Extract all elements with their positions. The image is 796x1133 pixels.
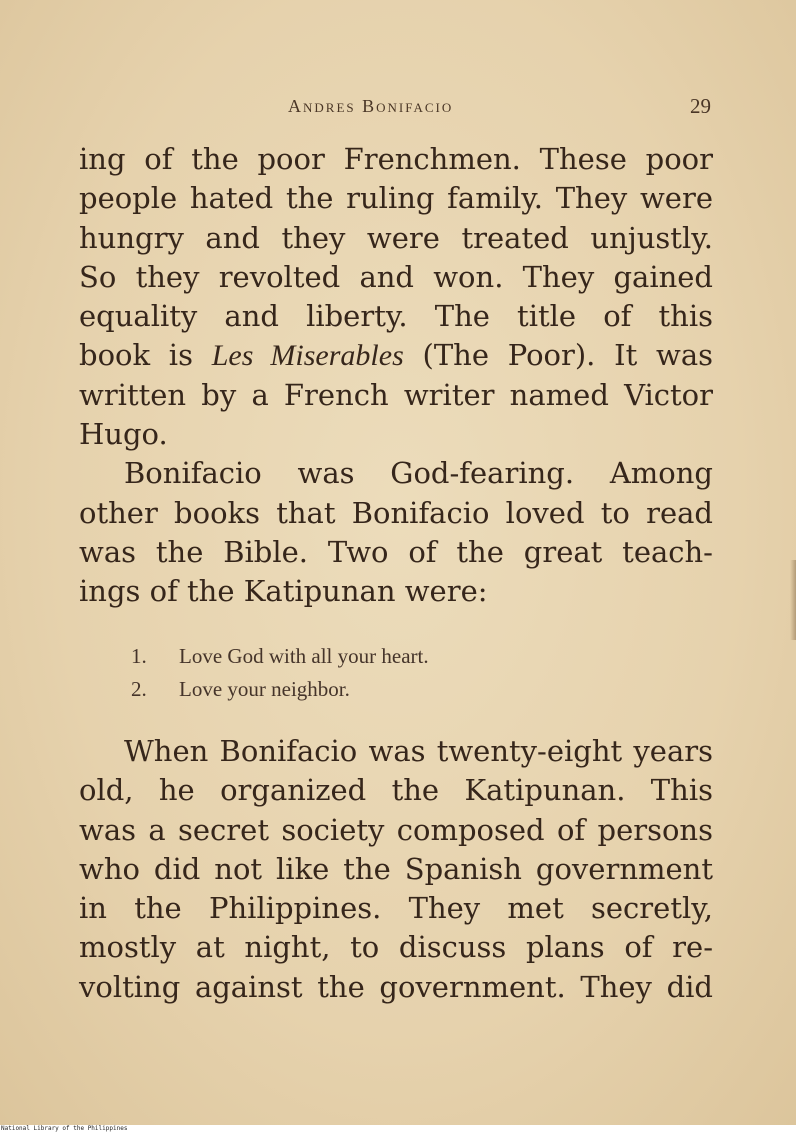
- text-line-with-title: [79, 336, 713, 375]
- text-line: mostly at night, to discuss plans of re-: [79, 930, 713, 965]
- running-title: Andres Bonifacio: [288, 96, 454, 116]
- text-line: equality and liberty. The title of this: [79, 299, 713, 334]
- text-segment: book is: [79, 338, 212, 373]
- page-header: [0, 96, 796, 120]
- text-line: in the Philippines. They met secretly,: [79, 891, 713, 926]
- text-line: [79, 454, 713, 493]
- book-title-italic: Les Miserables: [211, 339, 404, 373]
- list-item: [131, 640, 429, 673]
- paragraph-1: [79, 140, 713, 612]
- list-number: 1.: [131, 644, 147, 668]
- text-line: people hated the ruling family. They were: [79, 181, 713, 216]
- list-text: Love God with all your heart.: [179, 644, 429, 668]
- text-line: volting against the government. They did: [79, 969, 713, 1004]
- teachings-list: [131, 640, 429, 706]
- text-line: was the Bible. Two of the great teach-: [79, 534, 713, 569]
- paragraph-3: [79, 732, 713, 1007]
- library-watermark: National Library of the Philippines: [1, 1125, 128, 1132]
- text-line: hungry and they were treated unjustly.: [79, 220, 713, 255]
- text-line: written by a French writer named Victor: [79, 377, 713, 412]
- text-line: Hugo.: [79, 417, 168, 452]
- text-line: ing of the poor Frenchmen. These poor: [79, 142, 713, 176]
- text-segment: (The Poor). It was: [403, 338, 713, 373]
- text-segment: Bonifacio was God-fearing. Among: [124, 456, 713, 491]
- list-text: Love your neighbor.: [179, 677, 350, 701]
- list-item: [131, 673, 429, 706]
- text-line: other books that Bonifacio loved to read: [79, 495, 713, 530]
- page-edge-shadow: [790, 560, 796, 640]
- text-line: who did not like the Spanish government: [79, 851, 713, 886]
- text-line: ings of the Katipunan were:: [79, 574, 488, 609]
- text-line: old, he organized the Katipunan. This: [79, 773, 713, 808]
- text-line: [79, 732, 713, 771]
- text-segment: When Bonifacio was twenty-eight years: [124, 734, 713, 768]
- text-line: was a secret society composed of persons: [79, 812, 713, 847]
- list-number: 2.: [131, 677, 147, 701]
- page-number: 29: [690, 94, 711, 118]
- text-line: So they revolted and won. They gained: [79, 259, 713, 294]
